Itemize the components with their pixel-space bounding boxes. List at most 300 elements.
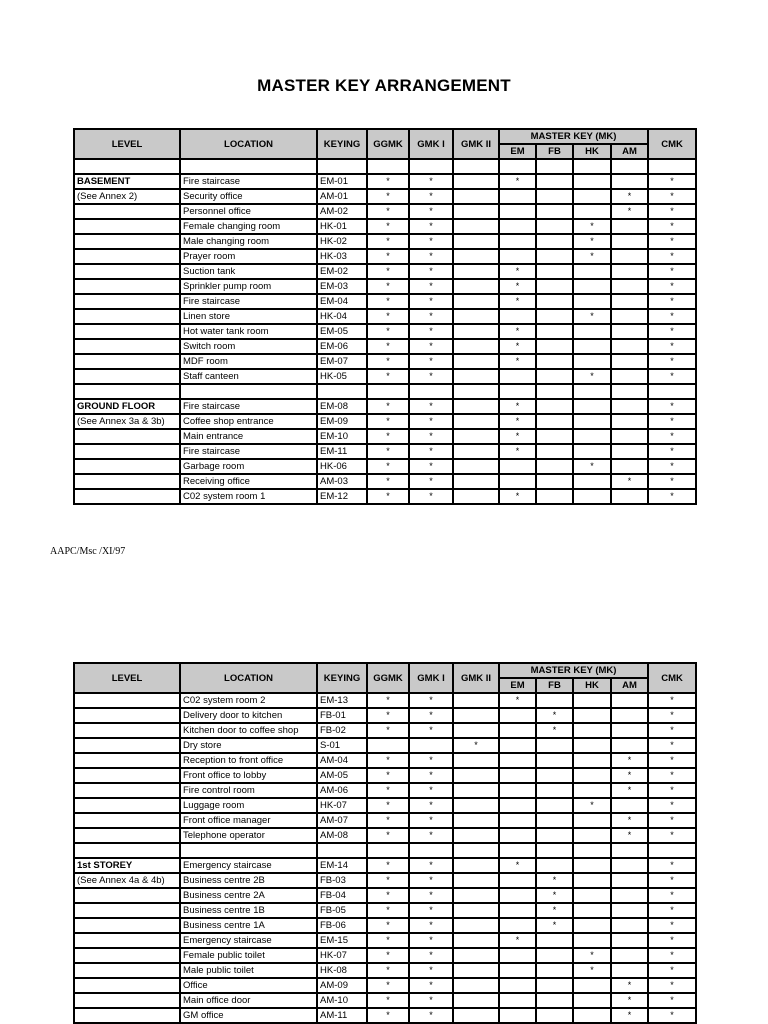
gmk-1-mark-cell: * [409,768,453,783]
am-mark-cell [611,459,648,474]
cmk-mark-cell: * [648,723,696,738]
hk-mark-cell [573,1008,611,1023]
table-row [74,753,696,768]
gmk-1-mark-cell: * [409,219,453,234]
gmk-1-mark-cell: * [409,783,453,798]
em-mark-cell [499,978,536,993]
cmk-mark-cell: * [648,294,696,309]
keying-cell: AM-01 [317,189,367,204]
ggmk-mark-cell: * [367,234,409,249]
cmk-mark-cell: * [648,444,696,459]
cmk-mark-cell: * [648,918,696,933]
location-cell: C02 system room 2 [180,693,317,708]
level-cell [74,294,180,309]
keying-cell: AM-04 [317,753,367,768]
em-mark-cell [499,309,536,324]
ggmk-mark-cell: * [367,189,409,204]
empty-cell [611,159,648,174]
gmk-1-mark-cell: * [409,693,453,708]
gmk-2-mark-cell [453,858,499,873]
ggmk-mark-cell: * [367,708,409,723]
location-cell: Business centre 1A [180,918,317,933]
ggmk-mark-cell: * [367,933,409,948]
table-row [74,354,696,369]
fb-mark-cell [536,798,573,813]
location-cell: Hot water tank room [180,324,317,339]
table-row [74,888,696,903]
am-mark-cell [611,264,648,279]
am-mark-cell [611,249,648,264]
fb-mark-cell [536,858,573,873]
em-mark-cell: * [499,399,536,414]
em-mark-cell [499,828,536,843]
level-cell [74,798,180,813]
keying-cell: EM-08 [317,399,367,414]
key-table-2 [73,662,695,1024]
gmk-2-mark-cell [453,324,499,339]
fb-mark-cell [536,978,573,993]
em-mark-cell [499,189,536,204]
fb-mark-cell [536,474,573,489]
em-mark-cell [499,234,536,249]
table-row [74,798,696,813]
fb-mark-cell [536,279,573,294]
am-mark-cell [611,738,648,753]
level-cell: (See Annex 2) [74,189,180,204]
em-mark-cell: * [499,693,536,708]
gmk-2-mark-cell [453,903,499,918]
ggmk-mark-cell: * [367,978,409,993]
location-cell: Emergency staircase [180,858,317,873]
empty-cell [180,843,317,858]
keying-cell: FB-06 [317,918,367,933]
hk-mark-cell [573,738,611,753]
em-mark-cell [499,948,536,963]
gmk-1-mark-cell: * [409,813,453,828]
cmk-mark-cell: * [648,1008,696,1023]
am-mark-cell [611,294,648,309]
empty-cell [409,159,453,174]
ggmk-mark-cell: * [367,204,409,219]
gmk-2-mark-cell [453,174,499,189]
gmk-1-mark-cell [409,738,453,753]
level-cell [74,693,180,708]
gmk-2-mark-cell [453,768,499,783]
cmk-mark-cell: * [648,309,696,324]
gmk-1-mark-cell: * [409,489,453,504]
level-cell [74,768,180,783]
em-mark-cell: * [499,933,536,948]
ggmk-mark-cell: * [367,354,409,369]
keying-cell: HK-01 [317,219,367,234]
em-mark-cell [499,369,536,384]
ggmk-mark-cell: * [367,444,409,459]
fb-mark-cell [536,174,573,189]
level-cell [74,1008,180,1023]
am-mark-cell [611,873,648,888]
cmk-mark-cell: * [648,978,696,993]
gmk-1-mark-cell: * [409,993,453,1008]
table-row [74,204,696,219]
header-ggmk: GGMK [367,129,409,159]
keying-cell: EM-07 [317,354,367,369]
header-level: LEVEL [74,129,180,159]
page-title: MASTER KEY ARRANGEMENT [257,76,511,95]
level-cell [74,249,180,264]
header-gmk-2: GMK II [453,663,499,693]
gmk-1-mark-cell: * [409,429,453,444]
gmk-2-mark-cell [453,723,499,738]
table-row [74,768,696,783]
cmk-mark-cell: * [648,369,696,384]
gmk-1-mark-cell: * [409,204,453,219]
hk-mark-cell [573,189,611,204]
fb-mark-cell [536,354,573,369]
table-row [74,783,696,798]
location-cell: Fire control room [180,783,317,798]
am-mark-cell [611,324,648,339]
header-master-key: MASTER KEY (MK) [499,663,648,678]
hk-mark-cell [573,978,611,993]
hk-mark-cell [573,294,611,309]
location-cell: C02 system room 1 [180,489,317,504]
am-mark-cell [611,723,648,738]
em-mark-cell [499,459,536,474]
location-cell: Sprinkler pump room [180,279,317,294]
table-row [74,693,696,708]
keying-cell: EM-05 [317,324,367,339]
fb-mark-cell: * [536,873,573,888]
location-cell: Female public toilet [180,948,317,963]
table-row [74,858,696,873]
level-cell [74,963,180,978]
gmk-2-mark-cell [453,234,499,249]
hk-mark-cell: * [573,459,611,474]
am-mark-cell: * [611,204,648,219]
ggmk-mark-cell: * [367,489,409,504]
fb-mark-cell [536,339,573,354]
table-row [74,174,696,189]
header-gmk-1: GMK I [409,663,453,693]
hk-mark-cell [573,354,611,369]
cmk-mark-cell: * [648,354,696,369]
gmk-1-mark-cell: * [409,414,453,429]
gmk-2-mark-cell [453,309,499,324]
gmk-2-mark-cell [453,933,499,948]
cmk-mark-cell: * [648,339,696,354]
location-cell: Office [180,978,317,993]
gmk-2-mark-cell [453,204,499,219]
gmk-1-mark-cell: * [409,189,453,204]
location-cell: Male changing room [180,234,317,249]
gmk-2-mark-cell [453,294,499,309]
cmk-mark-cell: * [648,219,696,234]
em-mark-cell: * [499,489,536,504]
hk-mark-cell [573,399,611,414]
keying-cell: AM-03 [317,474,367,489]
level-cell [74,234,180,249]
empty-cell [74,159,180,174]
hk-mark-cell: * [573,963,611,978]
ggmk-mark-cell: * [367,858,409,873]
header-cmk: CMK [648,129,696,159]
em-mark-cell [499,798,536,813]
location-cell: Front office to lobby [180,768,317,783]
header-gmk-2: GMK II [453,129,499,159]
level-cell [74,324,180,339]
gmk-2-mark-cell [453,369,499,384]
am-mark-cell [611,963,648,978]
table-row [74,414,696,429]
table-row [74,738,696,753]
hk-mark-cell [573,489,611,504]
keying-cell: AM-10 [317,993,367,1008]
ggmk-mark-cell: * [367,474,409,489]
keying-cell: HK-07 [317,798,367,813]
location-cell: Staff canteen [180,369,317,384]
em-mark-cell [499,219,536,234]
cmk-mark-cell: * [648,708,696,723]
ggmk-mark-cell: * [367,399,409,414]
gmk-1-mark-cell: * [409,873,453,888]
em-mark-cell [499,783,536,798]
keying-cell: FB-05 [317,903,367,918]
hk-mark-cell [573,204,611,219]
location-cell: Prayer room [180,249,317,264]
header-location: LOCATION [180,129,317,159]
em-mark-cell [499,993,536,1008]
level-cell: (See Annex 4a & 4b) [74,873,180,888]
gmk-1-mark-cell: * [409,723,453,738]
keying-cell: EM-01 [317,174,367,189]
am-mark-cell: * [611,813,648,828]
level-cell: (See Annex 3a & 3b) [74,414,180,429]
empty-cell [499,384,536,399]
table-row [74,309,696,324]
em-mark-cell: * [499,174,536,189]
empty-cell [648,159,696,174]
location-cell: Garbage room [180,459,317,474]
keying-cell: AM-08 [317,828,367,843]
cmk-mark-cell: * [648,933,696,948]
level-cell [74,219,180,234]
ggmk-mark-cell: * [367,918,409,933]
master-key-table [73,662,697,1024]
cmk-mark-cell: * [648,873,696,888]
ggmk-mark-cell: * [367,174,409,189]
table-row [74,873,696,888]
cmk-mark-cell: * [648,768,696,783]
empty-cell [453,159,499,174]
em-mark-cell: * [499,444,536,459]
empty-cell [536,843,573,858]
level-cell [74,738,180,753]
gmk-2-mark-cell [453,783,499,798]
gmk-2-mark-cell [453,249,499,264]
fb-mark-cell: * [536,918,573,933]
empty-cell [573,159,611,174]
gmk-1-mark-cell: * [409,309,453,324]
gmk-1-mark-cell: * [409,174,453,189]
table-row [74,708,696,723]
keying-cell: AM-06 [317,783,367,798]
gmk-1-mark-cell: * [409,249,453,264]
keying-cell: EM-12 [317,489,367,504]
fb-mark-cell [536,1008,573,1023]
hk-mark-cell [573,813,611,828]
keying-cell: EM-15 [317,933,367,948]
fb-mark-cell [536,738,573,753]
level-cell [74,279,180,294]
keying-cell: FB-03 [317,873,367,888]
fb-mark-cell [536,204,573,219]
keying-cell: EM-10 [317,429,367,444]
gmk-1-mark-cell: * [409,918,453,933]
empty-cell [317,843,367,858]
header-am: AM [611,144,648,159]
header-hk: HK [573,144,611,159]
level-cell [74,474,180,489]
fb-mark-cell [536,309,573,324]
level-cell [74,459,180,474]
hk-mark-cell: * [573,234,611,249]
am-mark-cell [611,234,648,249]
level-cell: BASEMENT [74,174,180,189]
fb-mark-cell [536,189,573,204]
header-em: EM [499,678,536,693]
gmk-1-mark-cell: * [409,888,453,903]
ggmk-mark-cell: * [367,414,409,429]
ggmk-mark-cell: * [367,693,409,708]
table-row [74,429,696,444]
empty-cell [74,384,180,399]
ggmk-mark-cell: * [367,324,409,339]
table-row [74,474,696,489]
gmk-1-mark-cell: * [409,828,453,843]
am-mark-cell [611,354,648,369]
ggmk-mark-cell: * [367,903,409,918]
hk-mark-cell [573,693,611,708]
gmk-1-mark-cell: * [409,459,453,474]
ggmk-mark-cell: * [367,873,409,888]
location-cell: Business centre 1B [180,903,317,918]
gmk-1-mark-cell: * [409,708,453,723]
table-row [74,723,696,738]
am-mark-cell: * [611,828,648,843]
cmk-mark-cell: * [648,429,696,444]
level-cell [74,828,180,843]
level-cell [74,903,180,918]
ggmk-mark-cell: * [367,963,409,978]
am-mark-cell: * [611,753,648,768]
header-keying: KEYING [317,129,367,159]
gmk-1-mark-cell: * [409,324,453,339]
hk-mark-cell: * [573,948,611,963]
fb-mark-cell [536,753,573,768]
keying-cell: AM-11 [317,1008,367,1023]
hk-mark-cell [573,933,611,948]
fb-mark-cell [536,264,573,279]
keying-cell: AM-07 [317,813,367,828]
gmk-2-mark-cell [453,948,499,963]
cmk-mark-cell: * [648,174,696,189]
table-row [74,339,696,354]
gmk-2-mark-cell [453,693,499,708]
am-mark-cell: * [611,783,648,798]
hk-mark-cell [573,414,611,429]
fb-mark-cell [536,369,573,384]
empty-cell [573,384,611,399]
location-cell: GM office [180,1008,317,1023]
keying-cell: EM-13 [317,693,367,708]
am-mark-cell [611,174,648,189]
gmk-2-mark-cell [453,414,499,429]
hk-mark-cell [573,444,611,459]
fb-mark-cell [536,444,573,459]
gmk-1-mark-cell: * [409,933,453,948]
am-mark-cell [611,888,648,903]
am-mark-cell [611,489,648,504]
gmk-1-mark-cell: * [409,474,453,489]
em-mark-cell [499,738,536,753]
keying-cell: S-01 [317,738,367,753]
fb-mark-cell: * [536,708,573,723]
cmk-mark-cell: * [648,813,696,828]
hk-mark-cell [573,429,611,444]
am-mark-cell [611,708,648,723]
keying-cell: EM-06 [317,339,367,354]
fb-mark-cell [536,993,573,1008]
location-cell: Fire staircase [180,444,317,459]
gmk-1-mark-cell: * [409,399,453,414]
am-mark-cell [611,429,648,444]
ggmk-mark-cell: * [367,768,409,783]
table-row [74,963,696,978]
gmk-1-mark-cell: * [409,903,453,918]
gmk-1-mark-cell: * [409,753,453,768]
fb-mark-cell [536,459,573,474]
level-cell [74,813,180,828]
table-row [74,978,696,993]
level-cell [74,978,180,993]
header-fb: FB [536,678,573,693]
hk-mark-cell [573,324,611,339]
empty-cell [367,384,409,399]
gmk-1-mark-cell: * [409,339,453,354]
level-cell [74,354,180,369]
hk-mark-cell [573,858,611,873]
cmk-mark-cell: * [648,399,696,414]
header-em: EM [499,144,536,159]
hk-mark-cell: * [573,369,611,384]
em-mark-cell [499,873,536,888]
gmk-2-mark-cell [453,798,499,813]
am-mark-cell: * [611,978,648,993]
keying-cell: FB-01 [317,708,367,723]
gmk-1-mark-cell: * [409,858,453,873]
hk-mark-cell [573,828,611,843]
table-row [74,189,696,204]
hk-mark-cell [573,279,611,294]
gmk-2-mark-cell [453,429,499,444]
am-mark-cell: * [611,189,648,204]
empty-cell [180,159,317,174]
em-mark-cell [499,918,536,933]
table-row [74,264,696,279]
keying-cell: HK-04 [317,309,367,324]
location-cell: Coffee shop entrance [180,414,317,429]
location-cell: Fire staircase [180,174,317,189]
